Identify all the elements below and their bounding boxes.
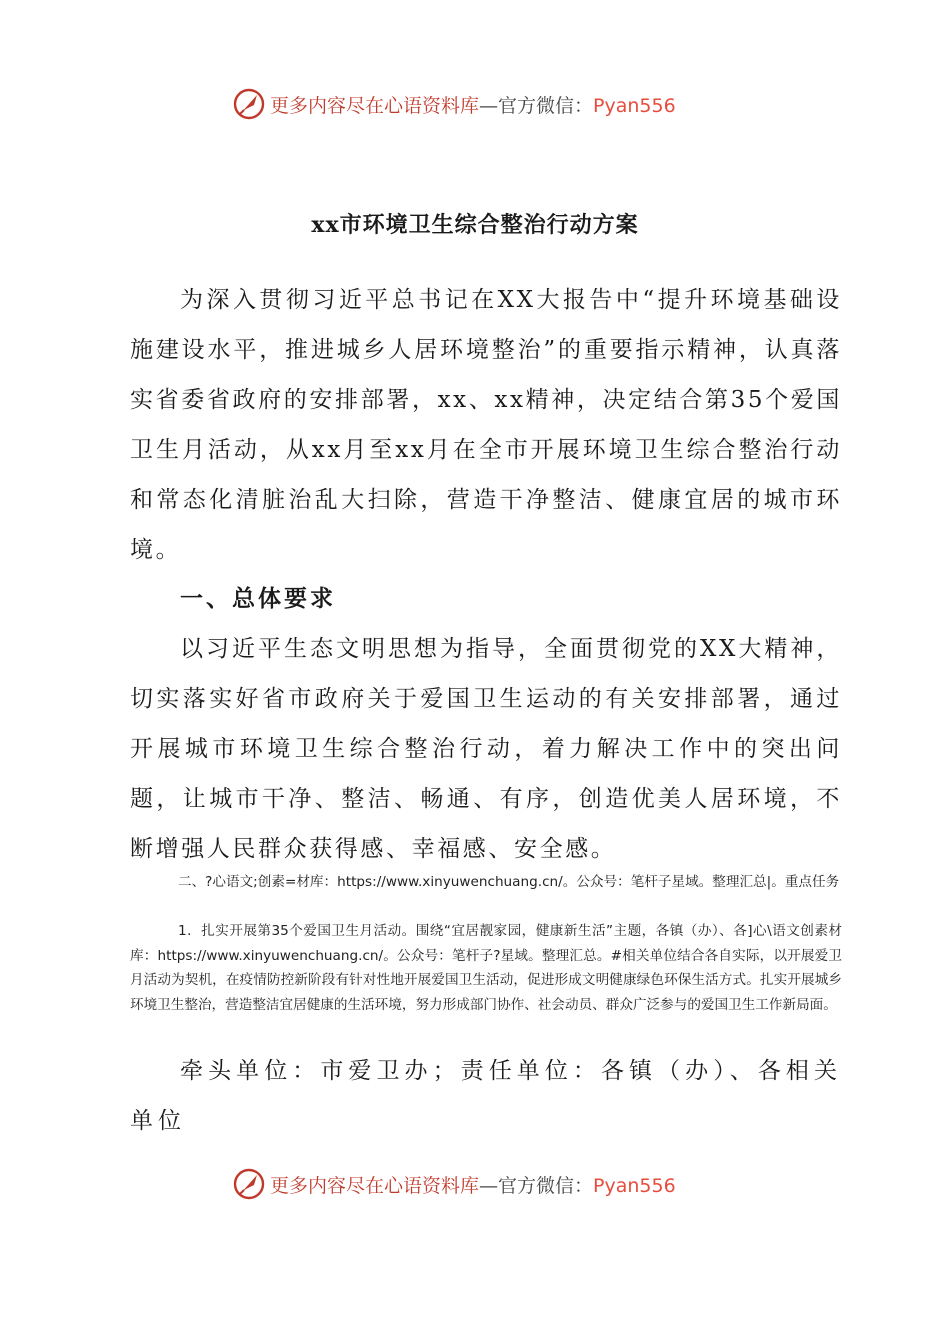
section2-heading-line: 二、?心语文;创素=材库：https://www.xinyuwenchuang.cn/。公众号：笔杆子星域。整理汇总|。重点任务 <box>178 874 840 890</box>
requirements-paragraph: 以习近平生态文明思想为指导，全面贯彻党的XX大精神，切实落实好省市政府关于爱国卫生运动的有关安排部署，通过开展城市环境卫生综合整治行动，着力解决工作中的突出问题，让城市干净、整洁、畅通、有序，创造优美人居环境，不断增强人民群众获得感、幸福感、安全感。 <box>130 636 842 862</box>
document-title: xx市环境卫生综合整治行动方案 <box>311 212 639 238</box>
header-watermark-banner <box>232 84 676 124</box>
banner-text <box>270 1171 676 1198</box>
banner-main-text: 更多内容尽在心语资料库 <box>270 1174 480 1197</box>
section-heading-overall-requirements: 一、总体要求 <box>180 585 336 612</box>
banner-wechat-id: Pyan556 <box>593 94 676 117</box>
banner-wechat-label: 官方微信： <box>498 94 594 117</box>
banner-main-text: 更多内容尽在心语资料库 <box>270 94 480 117</box>
quill-logo-icon <box>232 87 266 121</box>
banner-wechat-id: Pyan556 <box>593 1174 676 1197</box>
banner-dash: — <box>479 1174 499 1197</box>
lead-units-line: 牵头单位：市爱卫办；责任单位：各镇（办）、各相关单位 <box>130 1058 842 1134</box>
quill-logo-icon <box>232 1167 266 1201</box>
footer-watermark-banner <box>232 1164 676 1204</box>
intro-paragraph: 为深入贯彻习近平总书记在XX大报告中“提升环境基础设施建设水平，推进城乡人居环境整治”的重要指示精神，认真落实省委省政府的安排部署，xx、xx精神，决定结合第35个爱国卫生月活动，从xx月至xx月在全市开展环境卫生综合整治行动和常态化清脏治乱大扫除，营造干净整洁、健康宜居的城市环境。 <box>130 287 842 563</box>
banner-dash: — <box>479 94 499 117</box>
task-item-1: 1．扎实开展第35个爱国卫生月活动。围绕“宜居靓家园，健康新生活”主题，各镇（办）、各]心\语文创素材库：https://www.xinyuwenchuang.cn/。公众号：笔杆子?星域。整理汇总。#相关单位结合各自实际，以开展爱卫月活动为契机，在疫情防控新阶段有针对性地开展爱国卫生活动，促进形成文明健康绿色环保生活方式。扎实开展城乡环境卫生整治，营造整洁宜居健康的生活环境，努力形成部门协作、社会动员、群众广泛参与的爱国卫生工作新局面。 <box>130 923 842 1013</box>
banner-wechat-label: 官方微信： <box>498 1174 594 1197</box>
banner-text <box>270 91 676 118</box>
